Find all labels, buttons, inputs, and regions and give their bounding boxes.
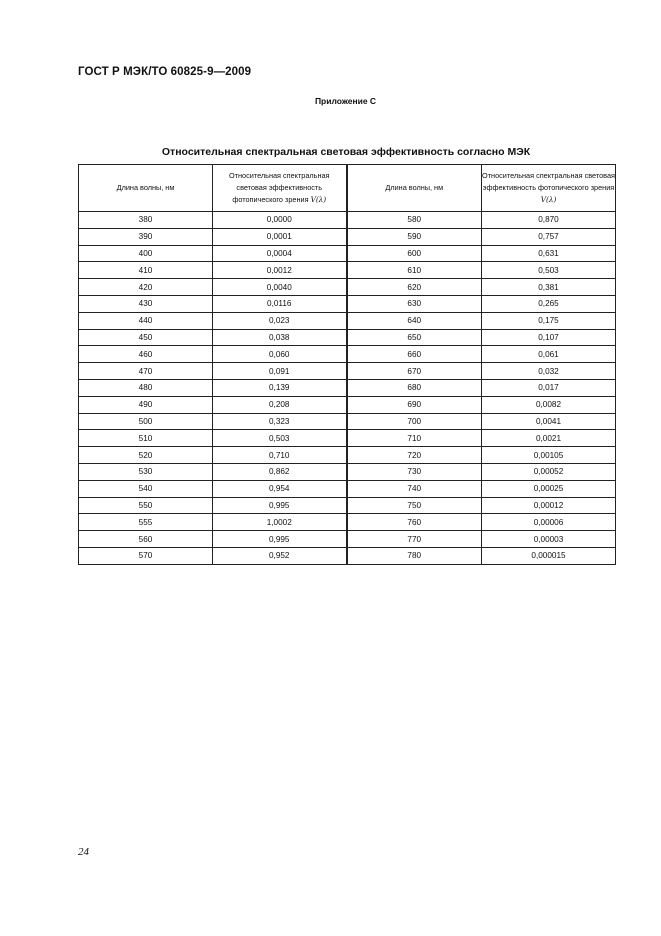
cell-wl-left: 490 <box>79 396 213 413</box>
cell-v-right: 0,870 <box>482 212 616 229</box>
cell-wl-right: 690 <box>347 396 482 413</box>
table-row <box>79 262 616 279</box>
cell-v-left: 0,862 <box>213 463 347 480</box>
table-row <box>79 480 616 497</box>
table-row <box>79 379 616 396</box>
table-row <box>79 346 616 363</box>
cell-v-right: 0,00025 <box>482 480 616 497</box>
cell-v-right: 0,032 <box>482 363 616 380</box>
cell-v-left: 0,0001 <box>213 228 347 245</box>
appendix-label: Приложение С <box>314 96 377 106</box>
cell-wl-left: 570 <box>79 547 213 564</box>
cell-wl-right: 720 <box>347 447 482 464</box>
cell-v-left: 0,710 <box>213 447 347 464</box>
table-body <box>79 212 616 565</box>
cell-wl-right: 670 <box>347 363 482 380</box>
cell-v-left: 0,0004 <box>213 245 347 262</box>
cell-v-right: 0,0082 <box>482 396 616 413</box>
efficiency-table <box>78 164 616 565</box>
cell-v-left: 0,954 <box>213 480 347 497</box>
cell-wl-right: 600 <box>347 245 482 262</box>
cell-v-right: 0,107 <box>482 329 616 346</box>
cell-wl-right: 760 <box>347 514 482 531</box>
cell-wl-right: 660 <box>347 346 482 363</box>
cell-v-right: 0,175 <box>482 312 616 329</box>
table-row <box>79 329 616 346</box>
cell-wl-right: 710 <box>347 430 482 447</box>
table-row <box>79 497 616 514</box>
cell-v-right: 0,00003 <box>482 531 616 548</box>
table-row <box>79 396 616 413</box>
cell-wl-right: 680 <box>347 379 482 396</box>
cell-wl-left: 420 <box>79 279 213 296</box>
cell-v-right: 0,0041 <box>482 413 616 430</box>
cell-v-left: 0,091 <box>213 363 347 380</box>
cell-v-left: 0,038 <box>213 329 347 346</box>
cell-v-left: 0,0116 <box>213 295 347 312</box>
cell-v-left: 0,995 <box>213 531 347 548</box>
table-row <box>79 430 616 447</box>
cell-v-left: 0,952 <box>213 547 347 564</box>
cell-v-right: 0,00105 <box>482 447 616 464</box>
cell-v-left: 0,139 <box>213 379 347 396</box>
document-code: ГОСТ Р МЭК/ТО 60825-9—2009 <box>78 66 252 78</box>
table-row <box>79 279 616 296</box>
cell-wl-right: 580 <box>347 212 482 229</box>
cell-wl-right: 620 <box>347 279 482 296</box>
cell-v-left: 0,060 <box>213 346 347 363</box>
table-row <box>79 212 616 229</box>
table-row <box>79 245 616 262</box>
cell-wl-right: 700 <box>347 413 482 430</box>
cell-wl-right: 770 <box>347 531 482 548</box>
cell-wl-right: 610 <box>347 262 482 279</box>
cell-wl-left: 380 <box>79 212 213 229</box>
cell-wl-left: 540 <box>79 480 213 497</box>
cell-wl-left: 550 <box>79 497 213 514</box>
table-header-row <box>79 165 616 212</box>
cell-v-left: 0,023 <box>213 312 347 329</box>
cell-wl-left: 400 <box>79 245 213 262</box>
cell-v-right: 0,000015 <box>482 547 616 564</box>
cell-wl-left: 510 <box>79 430 213 447</box>
header-wavelength-right: Длина волны, нм <box>347 165 482 212</box>
cell-v-left: 0,0040 <box>213 279 347 296</box>
header-wavelength-left: Длина волны, нм <box>79 165 213 212</box>
table-row <box>79 312 616 329</box>
table-row <box>79 463 616 480</box>
cell-wl-left: 390 <box>79 228 213 245</box>
cell-v-right: 0,381 <box>482 279 616 296</box>
cell-wl-right: 740 <box>347 480 482 497</box>
cell-wl-left: 500 <box>79 413 213 430</box>
table-row <box>79 413 616 430</box>
cell-wl-right: 590 <box>347 228 482 245</box>
cell-v-left: 0,323 <box>213 413 347 430</box>
cell-wl-left: 480 <box>79 379 213 396</box>
cell-v-right: 0,757 <box>482 228 616 245</box>
cell-wl-right: 650 <box>347 329 482 346</box>
cell-v-left: 0,0000 <box>213 212 347 229</box>
cell-wl-left: 520 <box>79 447 213 464</box>
table-row <box>79 531 616 548</box>
table-row <box>79 447 616 464</box>
table-row <box>79 547 616 564</box>
page-number: 24 <box>78 846 89 858</box>
cell-wl-left: 555 <box>79 514 213 531</box>
cell-v-left: 1,0002 <box>213 514 347 531</box>
cell-wl-left: 530 <box>79 463 213 480</box>
cell-wl-left: 430 <box>79 295 213 312</box>
table-row <box>79 228 616 245</box>
cell-v-right: 0,0021 <box>482 430 616 447</box>
header-efficiency-right: Относительная спектральная световая эффективность фотопического зрения V(λ) <box>482 165 616 212</box>
cell-v-right: 0,00012 <box>482 497 616 514</box>
cell-v-right: 0,061 <box>482 346 616 363</box>
cell-v-right: 0,00052 <box>482 463 616 480</box>
table-row <box>79 363 616 380</box>
cell-wl-right: 750 <box>347 497 482 514</box>
cell-v-right: 0,631 <box>482 245 616 262</box>
cell-wl-right: 630 <box>347 295 482 312</box>
header-efficiency-left: Относительная спектральная световая эффективность фотопического зрения V(λ) <box>213 165 347 212</box>
cell-v-left: 0,0012 <box>213 262 347 279</box>
cell-wl-right: 640 <box>347 312 482 329</box>
cell-v-right: 0,265 <box>482 295 616 312</box>
cell-wl-left: 470 <box>79 363 213 380</box>
cell-wl-left: 450 <box>79 329 213 346</box>
cell-v-right: 0,503 <box>482 262 616 279</box>
table-title: Относительная спектральная световая эффективность согласно МЭК <box>161 146 531 158</box>
cell-v-left: 0,208 <box>213 396 347 413</box>
cell-v-right: 0,00006 <box>482 514 616 531</box>
cell-wl-left: 460 <box>79 346 213 363</box>
table-row <box>79 295 616 312</box>
cell-wl-right: 730 <box>347 463 482 480</box>
table-row <box>79 514 616 531</box>
cell-wl-left: 440 <box>79 312 213 329</box>
cell-wl-right: 780 <box>347 547 482 564</box>
cell-wl-left: 560 <box>79 531 213 548</box>
cell-v-left: 0,995 <box>213 497 347 514</box>
cell-v-right: 0,017 <box>482 379 616 396</box>
cell-v-left: 0,503 <box>213 430 347 447</box>
cell-wl-left: 410 <box>79 262 213 279</box>
